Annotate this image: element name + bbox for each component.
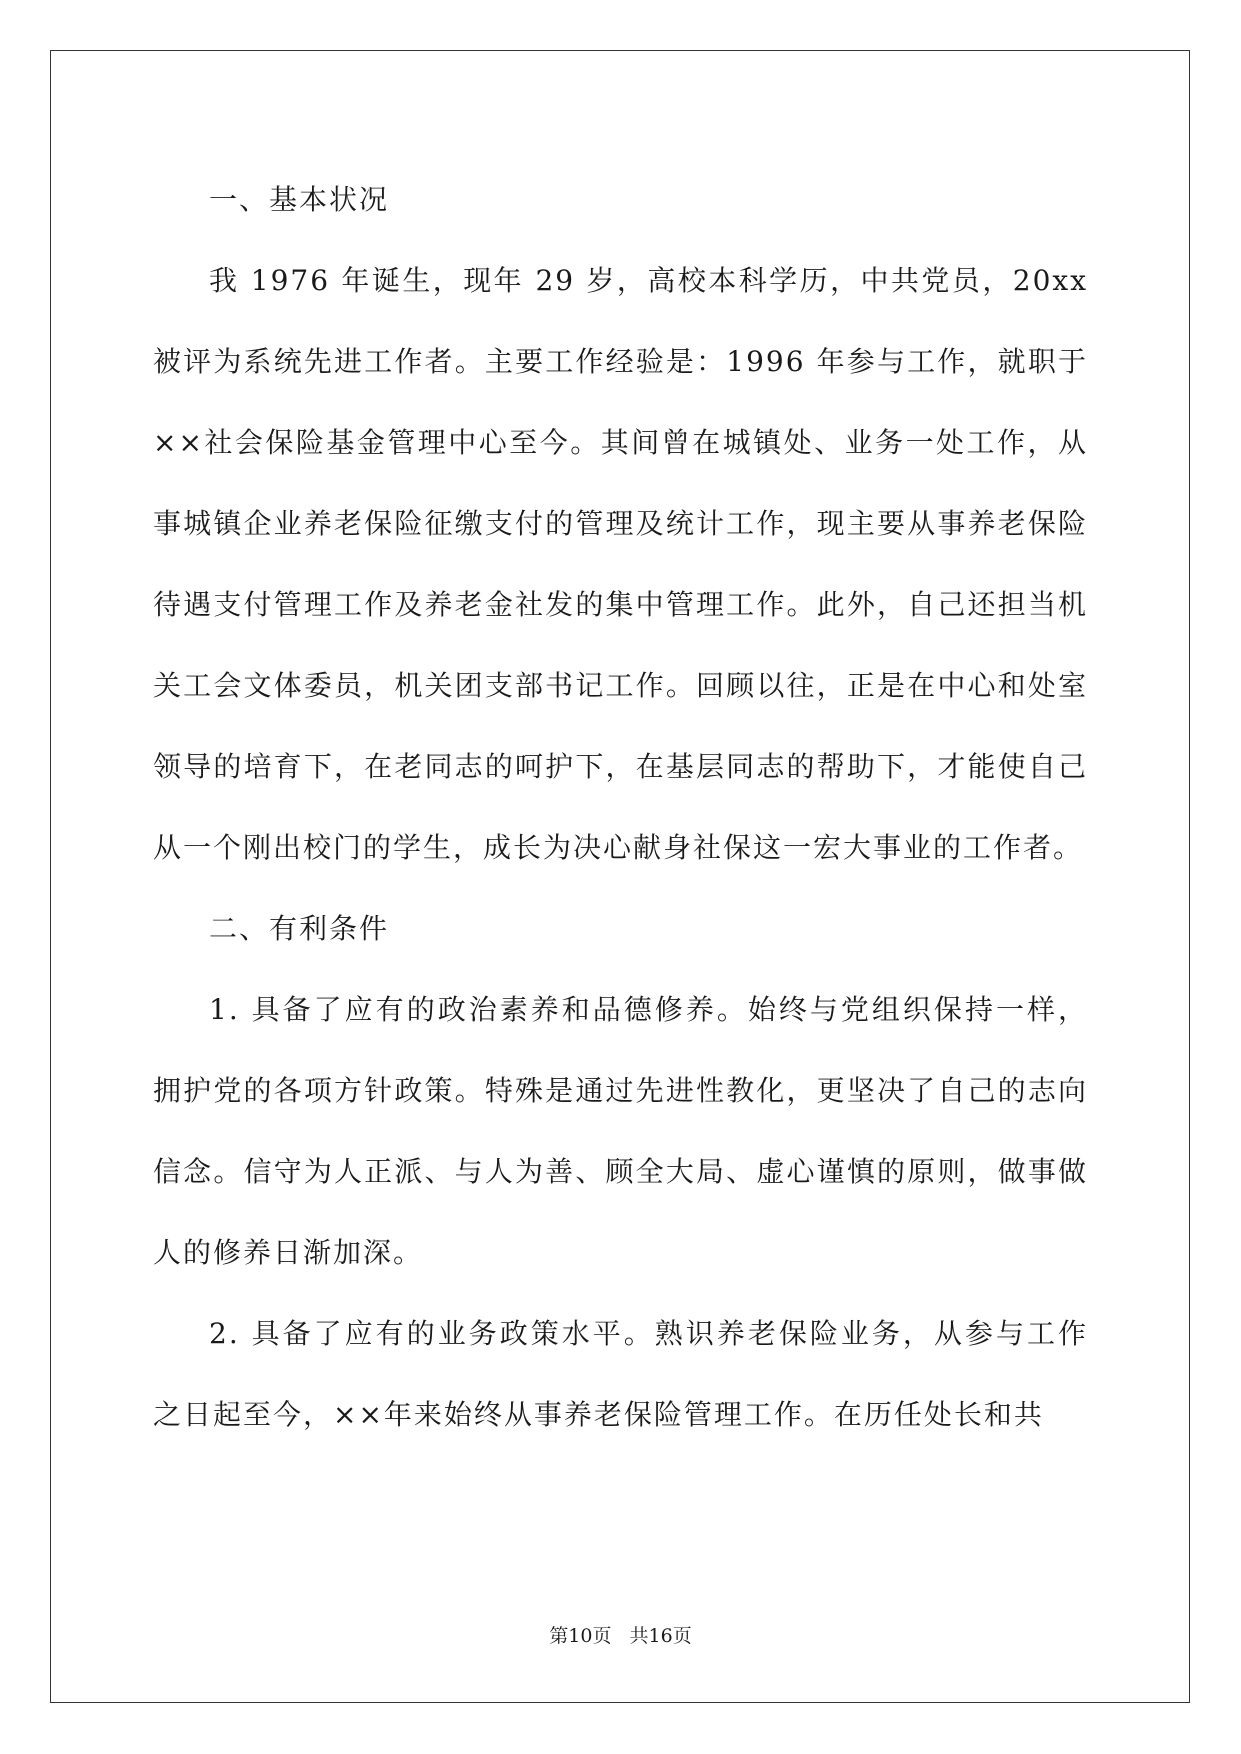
section-heading-basic: 一、基本状况 — [209, 183, 390, 216]
page-total: 共16页 — [629, 1625, 692, 1647]
paragraph-basic-info: 我 1976 年诞生，现年 29 岁，高校本科学历，中共党员，20xx 被评为系统先进工作者。主要工作经验是：1996 年参与工作，就职于××社会保险基金管理中心至今。其间曾在城镇处、业务一处工作，从事城镇企业养老保险征缴支付的管理及统计工作，现主要从事养老保险待遇支付管理工作及养老金社发的集中管理工作。此外，自己还担当机关工会文体委员，机关团支部书记工作。回顾以往，正是在中心和处室领导的培育下，在老同志的呵护下，在基层同志的帮助下，才能使自己从一个刚出校门的学生，成长为决心献身社保这一宏大事业的工作者。 — [153, 264, 1088, 864]
paragraph-item-1: 1. 具备了应有的政治素养和品德修养。始终与党组织保持一样，拥护党的各项方针政策。特殊是通过先进性教化，更坚决了自己的志向信念。信守为人正派、与人为善、顾全大局、虚心谨慎的原则，做事做人的修养日渐加深。 — [153, 993, 1088, 1269]
section-heading-favorable: 二、有利条件 — [209, 912, 390, 945]
page-footer — [0, 1624, 1241, 1648]
document-body — [153, 159, 1088, 1455]
page-number: 第10页 — [549, 1625, 612, 1647]
paragraph-item-2: 2. 具备了应有的业务政策水平。熟识养老保险业务，从参与工作之日起至今，××年来始终从事养老保险管理工作。在历任处长和共 — [153, 1317, 1088, 1431]
